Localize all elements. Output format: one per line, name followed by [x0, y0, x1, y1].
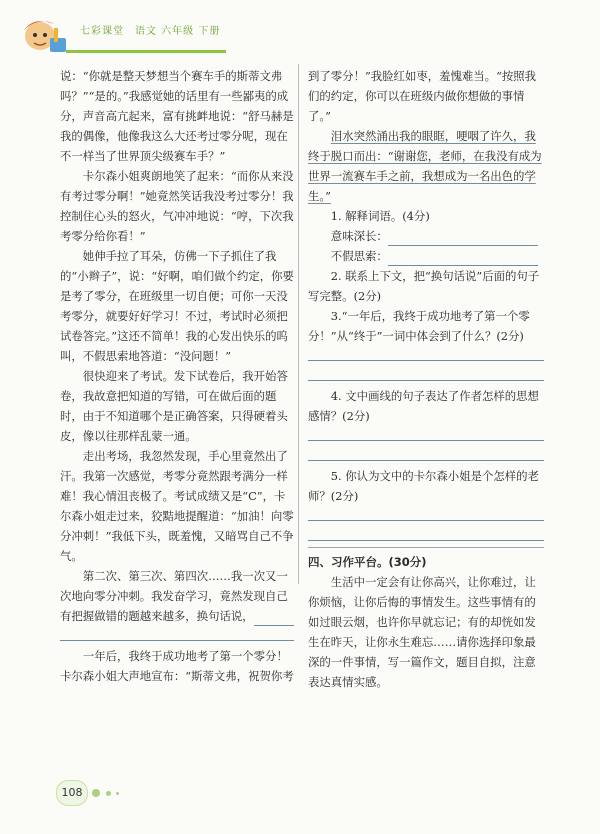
answer-line[interactable] — [308, 446, 544, 461]
answer-line[interactable] — [308, 426, 544, 441]
left-column — [60, 66, 294, 686]
decorative-dot — [92, 789, 100, 797]
term-label: 意味深长： — [330, 229, 388, 243]
answer-line[interactable] — [60, 626, 294, 641]
question-3: 3.“一年后，我终于成功地考了第一个零分！”从“终于”一词中体会到了什么？(2分) — [308, 309, 530, 343]
header-rule — [66, 50, 226, 53]
decorative-dot — [106, 791, 111, 796]
question-5: 5. 你认为文中的卡尔森小姐是个怎样的老师？(2分) — [308, 469, 539, 503]
question-1: 1. 解释词语。(4分) — [330, 209, 430, 223]
page-header — [0, 0, 600, 62]
answer-line[interactable] — [308, 346, 544, 361]
paragraph: 说：“你就是整天梦想当个赛车手的斯蒂文弗吗？”“是的。”我感觉她的话里有一些鄙夷的成分，声音高亢起来，富有挑衅地说：“舒马赫是我的偶像，他像我这么大还考过零分呢，现在不一样当了世界顶尖级赛车手？” — [60, 69, 294, 163]
page-number: 108 — [56, 780, 88, 806]
answer-blank[interactable] — [254, 625, 294, 626]
column-divider — [298, 64, 299, 584]
answer-line[interactable] — [308, 506, 544, 521]
paragraph: 到了零分！”我脸红如枣，羞愧难当。“按照我们的约定，你可以在班级内做你想做的事情了。” — [308, 69, 537, 123]
underlined-sentence: 泪水突然涌出我的眼眶，哽咽了许久，我终于脱口而出：“谢谢您，老师，在我没有成为世界一流赛车手之前，我想成为一名出色的学生。” — [308, 129, 542, 203]
section-heading: 四、习作平台。(30分) — [308, 547, 544, 572]
header-title: 七彩课堂 语文 六年级 下册 — [80, 26, 221, 37]
answer-line[interactable] — [308, 526, 544, 541]
question-1a — [308, 226, 544, 246]
paragraph — [60, 566, 294, 626]
term-label: 不假思索： — [330, 249, 388, 263]
answer-line[interactable] — [308, 366, 544, 381]
right-column — [308, 66, 544, 692]
question-2: 2. 联系上下文，把“换句话说”后面的句子写完整。(2分) — [308, 269, 540, 303]
paragraph: 走出考场，我忽然发现，手心里竟然出了汗。我第一次感觉，考零分竟然跟考满分一样难！我心情沮丧极了。考试成绩又是“C”，卡尔森小姐走过来，狡黠地提醒道：“加油！向零分冲刺！”我低下头，既羞愧，又暗骂自己不争气。 — [60, 449, 294, 563]
paragraph: 她伸手拉了耳朵，仿佛一下子抓住了我的“小辫子”，说：“好啊，咱们做个约定，你要是考了零分，在班级里一切自便；可你一天没考零分，就要好好学习！不过，考试时必须把试卷答完。”这还不简单！我的心发出快乐的呜叫，不假思索地答道：“没问题！” — [60, 249, 294, 363]
paragraph: 很快迎来了考试。发下试卷后，我开始答卷，我故意把知道的写错，可在做后面的题时，由于不知道哪个是正确答案，只得硬着头皮，像以往那样乱蒙一通。 — [60, 369, 288, 443]
decorative-dot — [116, 792, 119, 795]
question-1b — [308, 246, 544, 266]
question-4: 4. 文中画线的句子表达了作者怎样的思想感情？(2分) — [308, 389, 539, 423]
paragraph-text: 第二次、第三次、第四次……我一次又一次地向零分冲刺。我发奋学习，竟然发现自己有把握做错的题越来越多，换句话说， — [60, 569, 288, 623]
essay-prompt: 生活中一定会有让你高兴，让你难过，让你烦恼，让你后悔的事情发生。这些事情有的如过眼云烟，也许你早就忘记；有的却恍如发生在昨天，让你永生难忘……请你选择印象最深的一件事情，写一篇作文，题目自拟，注意表达真情实感。 — [308, 575, 536, 689]
paragraph: 一年后，我终于成功地考了第一个零分！卡尔森小姐大声地宣布：“斯蒂文弗，祝贺你考 — [60, 649, 294, 683]
paragraph: 卡尔森小姐爽朗地笑了起来：“而你从来没有考过零分啊！”她竟然笑话我没考过零分！我控制住心头的怒火，气冲冲地说：“哼，下次我考零分给你看！” — [60, 169, 294, 243]
